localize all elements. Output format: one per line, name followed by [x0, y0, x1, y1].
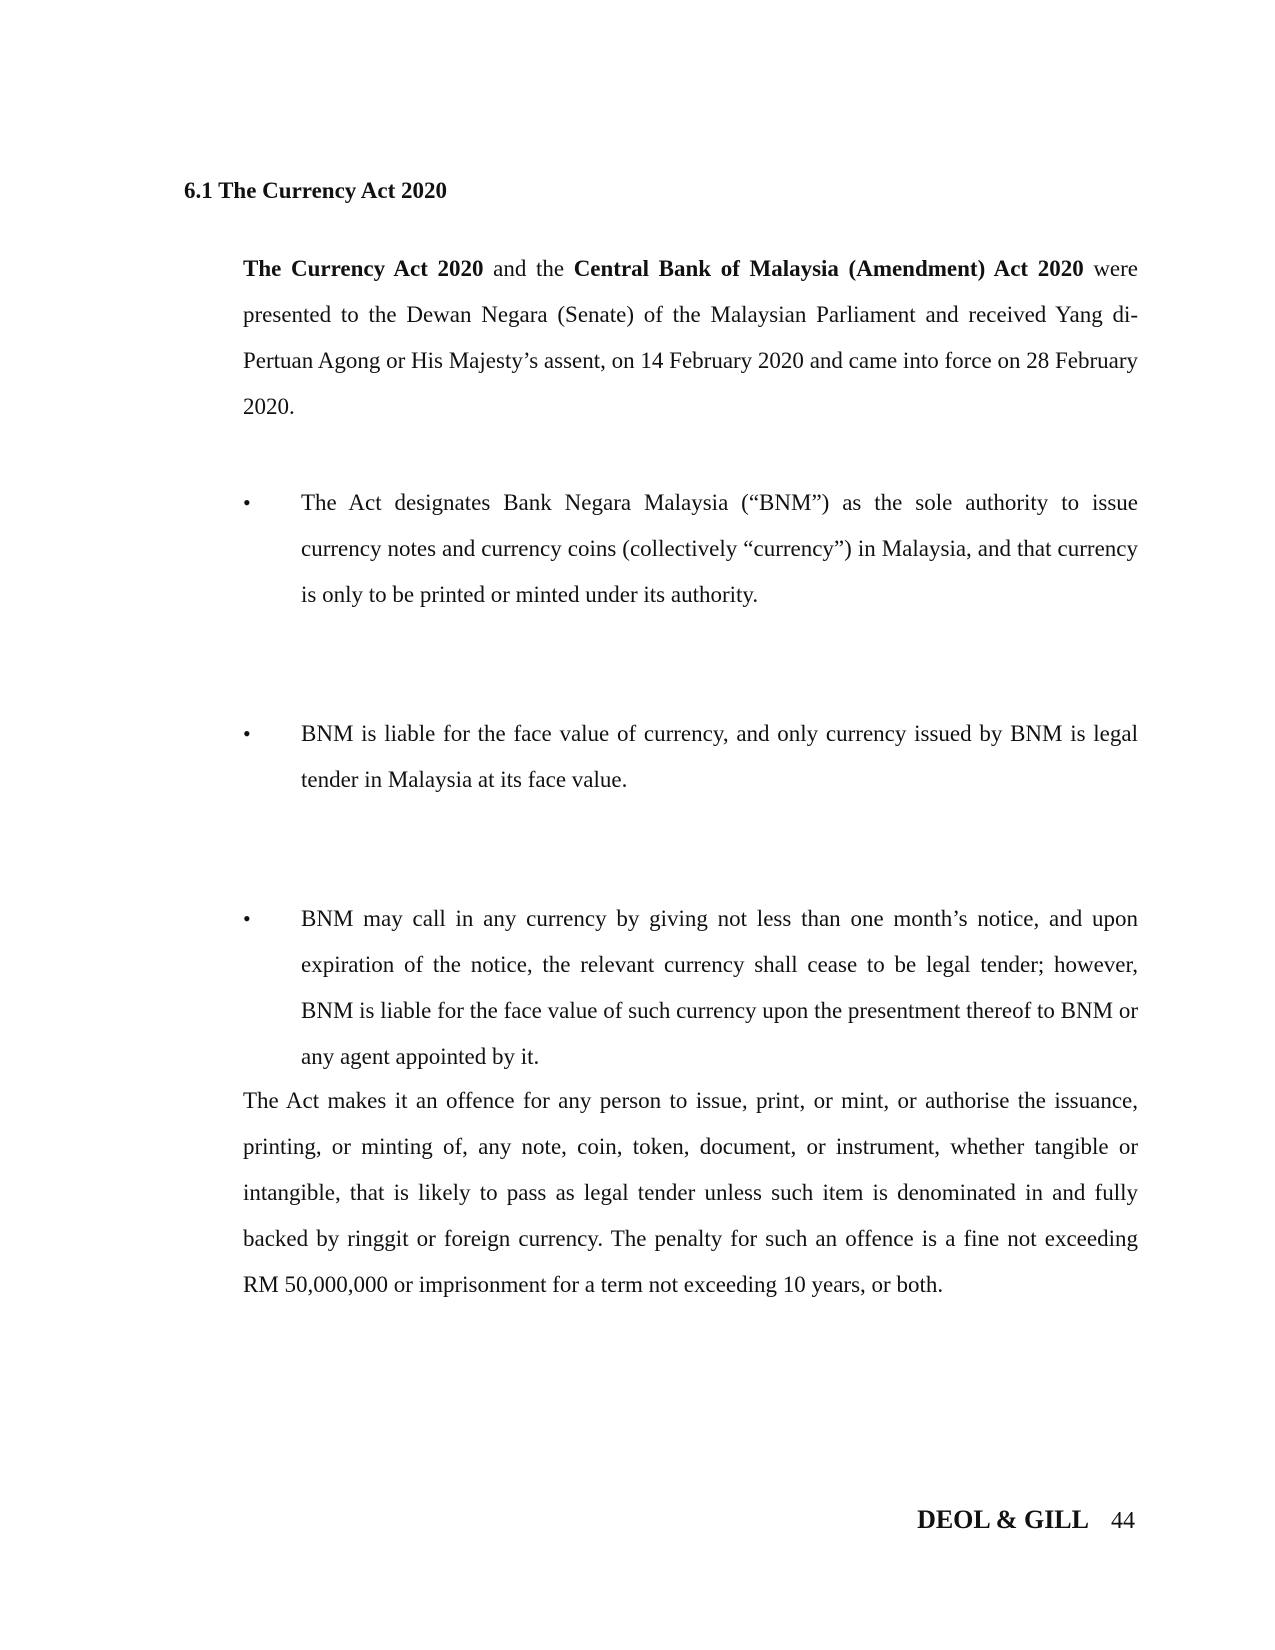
closing-paragraph: The Act makes it an offence for any person to issue, print, or mint, or authorise the issuance, printing, or minting of, any note, coin, token, document, or instrument, whether tangible or intangible, that is likely to pass as legal tender unless such item is denominated in and fully backed by ringgit or foreign currency. The penalty for such an offence is a fine not exceeding RM 50,000,000 or imprisonment for a term not exceeding 10 years, or both. [243, 1088, 1138, 1297]
intro-paragraph [243, 246, 1138, 430]
intro-rest: were presented to the Dewan Negara (Senate) of the Malaysian Parliament and received Yang di-Pertuan Agong or His Majesty’s assent, on 14 February 2020 and came into force on 28 February 2020. [243, 256, 1139, 419]
intro-conjunction: and the [483, 256, 574, 281]
page-number: 44 [1111, 1508, 1135, 1534]
central-bank-act-title: Central Bank of Malaysia (Amendment) Act 2020 [573, 256, 1084, 281]
list-item [243, 480, 1138, 618]
section-heading: 6.1 The Currency Act 2020 [184, 178, 447, 203]
list-item-text: BNM is liable for the face value of currency, and only currency issued by BNM is legal tender in Malaysia at its face value. [301, 721, 1138, 792]
list-item [243, 711, 1138, 803]
list-item-text: BNM may call in any currency by giving not less than one month’s notice, and upon expiration of the notice, the relevant currency shall cease to be legal tender; however, BNM is liable for the face value of such currency upon the presentment thereof to BNM or any agent appointed by it. [301, 906, 1138, 1069]
firm-name: DEOL & GILL [917, 1505, 1089, 1534]
page-footer [917, 1503, 1135, 1538]
bullet-icon: • [243, 490, 251, 515]
bullet-icon: • [243, 906, 251, 931]
list-item-text: The Act designates Bank Negara Malaysia (“BNM”) as the sole authority to issue currency notes and currency coins (collectively “currency”) in Malaysia, and that currency is only to be printed or minted under its authority. [301, 490, 1138, 607]
list-item [243, 896, 1138, 1080]
bullet-icon: • [243, 721, 251, 746]
provisions-list [243, 480, 1138, 1080]
currency-act-title: The Currency Act 2020 [243, 256, 484, 281]
